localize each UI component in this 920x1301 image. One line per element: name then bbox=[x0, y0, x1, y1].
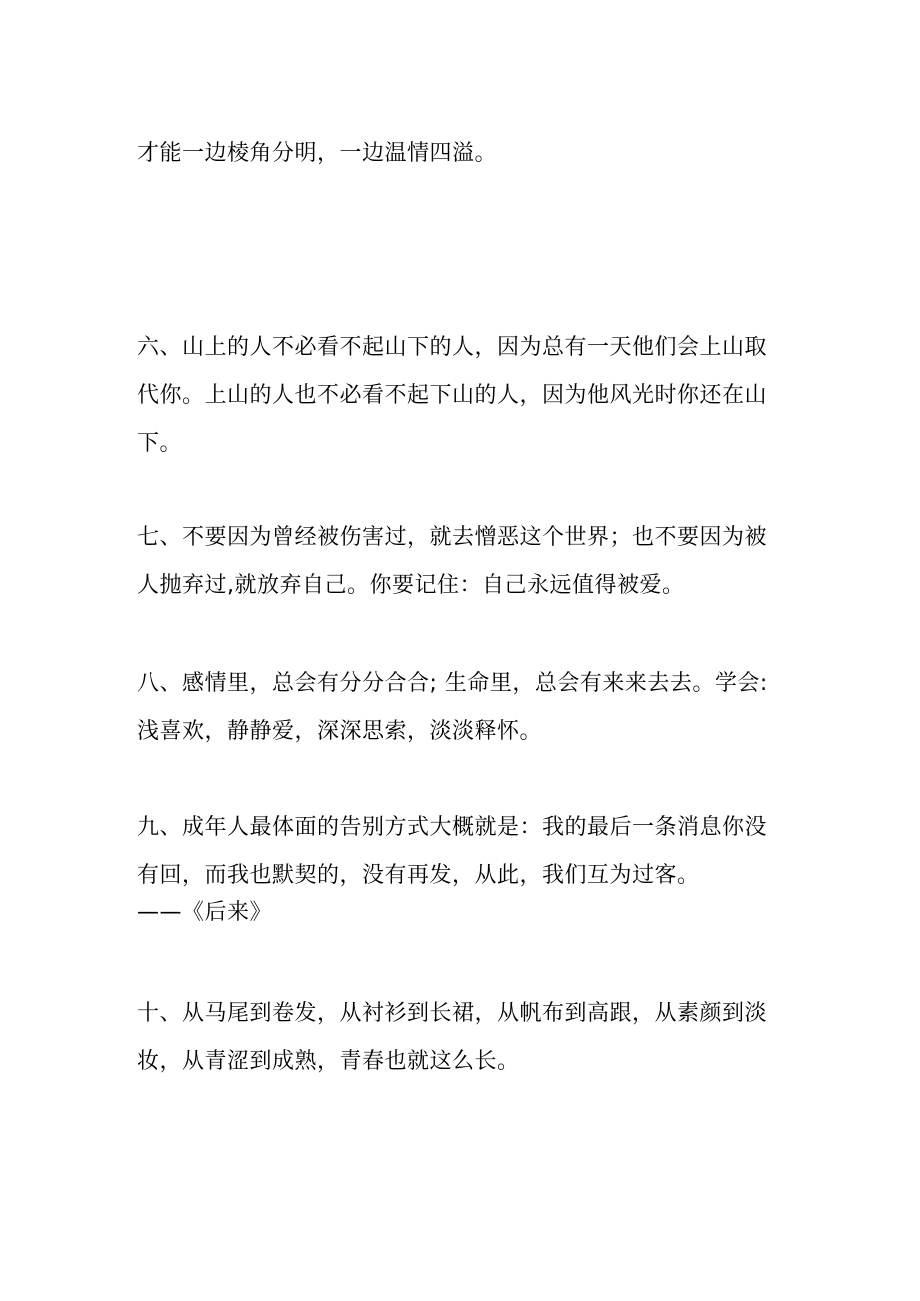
text-line: 十、从马尾到卷发，从衬衫到长裙，从帆布到高跟，从素颜到淡 bbox=[137, 1001, 768, 1026]
paragraph-seven bbox=[137, 514, 797, 610]
text-line: 七、不要因为曾经被伤害过，就去憎恶这个世界；也不要因为被 bbox=[137, 525, 768, 550]
paragraph-eight bbox=[137, 660, 797, 756]
paragraph-six bbox=[137, 324, 797, 468]
source-citation: ——《后来》 bbox=[137, 900, 273, 925]
text-line: 人抛弃过,就放弃自己。你要记住：自己永远值得被爱。 bbox=[137, 573, 685, 598]
text-line: 六、山上的人不必看不起山下的人，因为总有一天他们会上山取 bbox=[137, 335, 768, 360]
text-line: 九、成年人最体面的告别方式大概就是：我的最后一条消息你没 bbox=[137, 815, 768, 840]
text-line: 浅喜欢，静静爱，深深思索，淡淡释怀。 bbox=[137, 719, 543, 744]
paragraph-nine bbox=[137, 804, 797, 932]
text-line: 有回，而我也默契的，没有再发，从此，我们互为过客。 bbox=[137, 863, 700, 888]
text-line: 才能一边棱角分明，一边温情四溢。 bbox=[137, 141, 498, 166]
text-line: 八、感情里，总会有分分合合; 生命里，总会有来来去去。学会: bbox=[137, 671, 768, 696]
paragraph-ten bbox=[137, 990, 797, 1086]
text-line: 代你。上山的人也不必看不起下山的人，因为他风光时你还在山 bbox=[137, 383, 768, 408]
paragraph-tail bbox=[137, 130, 797, 178]
text-line: 妆，从青涩到成熟，青春也就这么长。 bbox=[137, 1049, 520, 1074]
text-line: 下。 bbox=[137, 431, 183, 456]
